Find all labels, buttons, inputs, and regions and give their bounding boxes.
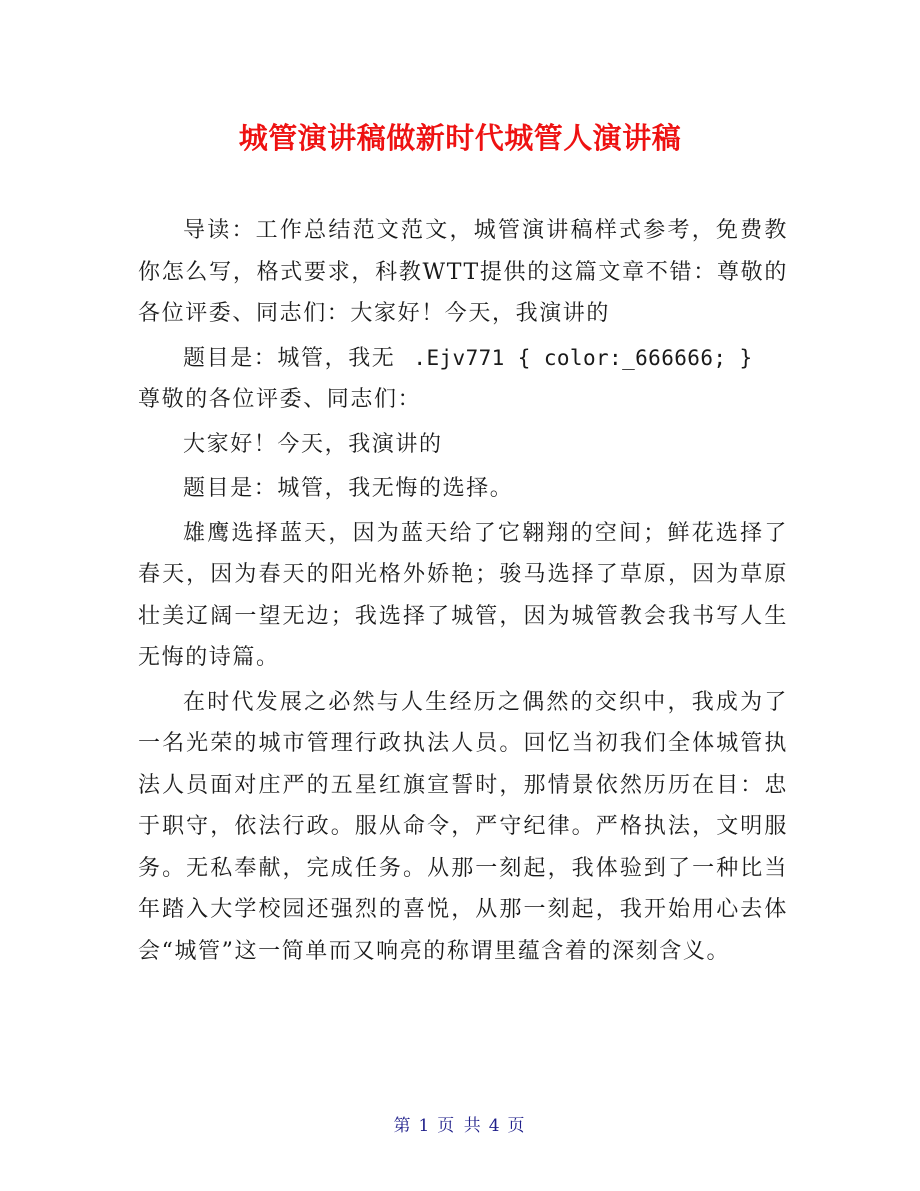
topic-line-text: 题目是：城管，我无 <box>183 345 396 371</box>
salutation: 尊敬的各位评委、同志们： <box>138 387 422 412</box>
footer-middle: 页 共 <box>437 1116 483 1136</box>
topic-line <box>138 338 788 380</box>
body-paragraph-2: 在时代发展之必然与人生经历之偶然的交织中，我成为了一名光荣的城市管理行政执法人员。回忆当初我们全体城管执法人员面对庄严的五星红旗宣誓时，那情景依然历历在目：忠于职守，依法行政。服从命令，严守纪律。严格执法，文明服务。无私奉献，完成任务。从那一刻起，我体验到了一种比当年踏入大学校园还强烈的喜悦，从那一刻起，我开始用心去体会“城管”这一简单而又响亮的称谓里蕴含着的深刻含义。 <box>138 689 788 964</box>
footer-total-pages: 4 <box>488 1116 502 1136</box>
greeting: 大家好！今天，我演讲的 <box>183 431 443 457</box>
body-paragraph-1: 雄鹰选择蓝天，因为蓝天给了它翱翔的空间；鲜花选择了春天，因为春天的阳光格外娇艳；骏马选择了草原，因为草原壮美辽阔一望无边；我选择了城管，因为城管教会我书写人生无悔的诗篇。 <box>138 520 788 670</box>
page-footer <box>0 1114 920 1138</box>
topic: 题目是：城管，我无悔的选择。 <box>183 476 514 501</box>
footer-page-number: 1 <box>418 1116 432 1136</box>
document-title: 城管演讲稿做新时代城管人演讲稿 <box>238 121 682 155</box>
intro-paragraph: 导读：工作总结范文范文，城管演讲稿样式参考，免费教你怎么写，格式要求，科教WTT提供的这篇文章不错：尊敬的各位评委、同志们：大家好！今天，我演讲的 <box>138 218 788 326</box>
document-body <box>138 210 788 972</box>
topic-line-code: .Ejv771 { color:_666666; } <box>413 345 753 370</box>
footer-prefix: 第 <box>393 1116 413 1136</box>
footer-suffix: 页 <box>507 1116 527 1136</box>
